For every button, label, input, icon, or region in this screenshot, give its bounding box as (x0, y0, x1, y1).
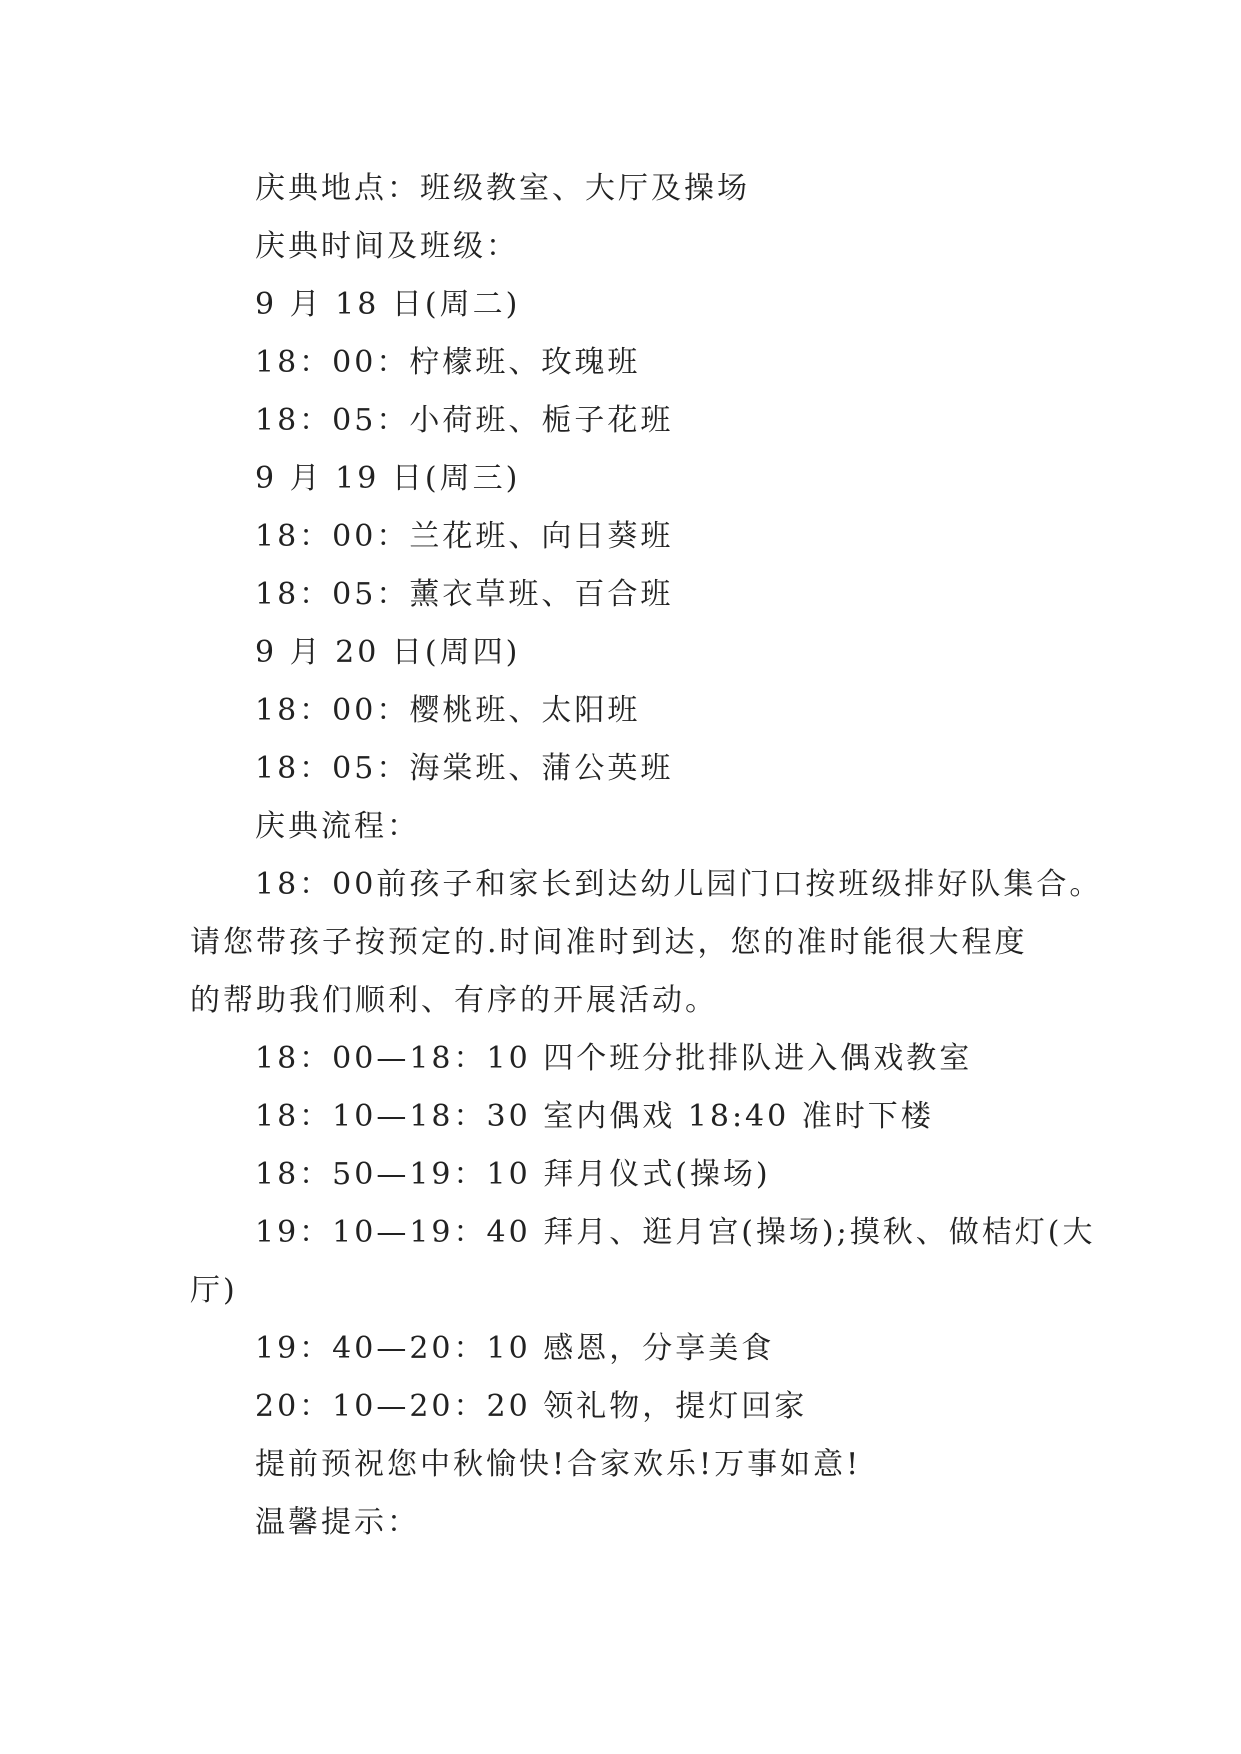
text-line: 19：10—19：40 拜月、逛月宫(操场);摸秋、做桔灯(大 (255, 1215, 1096, 1250)
text-line: 提前预祝您中秋愉快!合家欢乐!万事如意! (255, 1447, 862, 1482)
text-line: 18：05：薰衣草班、百合班 (255, 577, 674, 612)
text-line: 19：40—20：10 感恩，分享美食 (255, 1331, 775, 1366)
text-line: 庆典时间及班级： (255, 229, 519, 264)
document-page (190, 160, 1103, 1552)
text-line: 18：00：柠檬班、玫瑰班 (255, 345, 641, 380)
paragraph-gathering (190, 856, 1103, 1030)
text-line: 18：50—19：10 拜月仪式(操场) (255, 1157, 771, 1192)
text-line: 请您带孩子按预定的.时间准时到达，您的准时能很大程度 (190, 925, 1028, 960)
text-line: 庆典流程： (255, 809, 420, 844)
text-line: 厅) (190, 1273, 238, 1308)
text-line: 18：00：樱桃班、太阳班 (255, 693, 641, 728)
text-line: 18：00：兰花班、向日葵班 (255, 519, 674, 554)
text-line: 20：10—20：20 领礼物，提灯回家 (255, 1389, 808, 1424)
text-line: 9 月 18 日(周二) (255, 287, 521, 322)
text-line: 18：00前孩子和家长到达幼儿园门口按班级排好队集合。 (255, 867, 1103, 902)
text-line: 18：10—18：30 室内偶戏 18:40 准时下楼 (255, 1099, 934, 1134)
text-line: 温馨提示： (255, 1505, 420, 1540)
text-line: 9 月 20 日(周四) (255, 635, 521, 670)
text-line: 的帮助我们顺利、有序的开展活动。 (190, 983, 718, 1018)
text-line: 18：05：小荷班、栀子花班 (255, 403, 674, 438)
text-line: 18：00—18：10 四个班分批排队进入偶戏教室 (255, 1041, 973, 1076)
text-line: 9 月 19 日(周三) (255, 461, 521, 496)
paragraph-activities (190, 1204, 1096, 1320)
text-line: 庆典地点：班级教室、大厅及操场 (255, 171, 750, 206)
text-line: 18：05：海棠班、蒲公英班 (255, 751, 674, 786)
